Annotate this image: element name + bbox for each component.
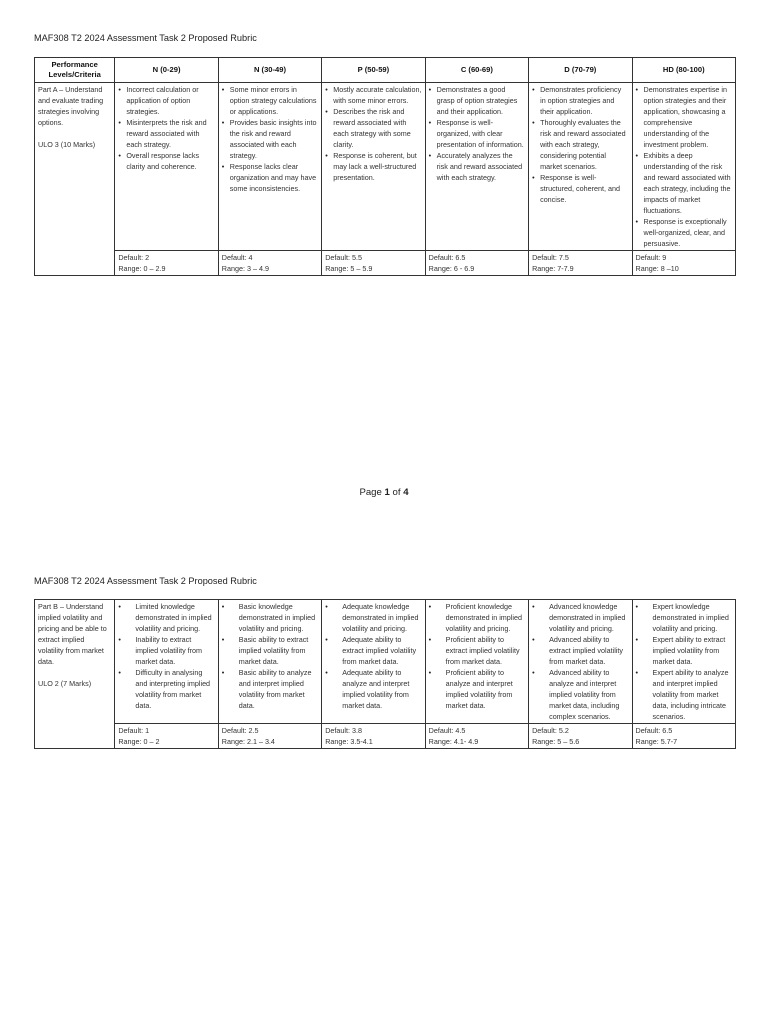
descriptor-item: • Advanced ability to extract implied volatility from market data.	[532, 634, 628, 667]
level-cell	[322, 600, 425, 724]
descriptor-item: • Basic ability to extract implied volatility from market data.	[222, 634, 318, 667]
descriptor-item: • Limited knowledge demonstrated in implied volatility and pricing.	[118, 601, 214, 634]
descriptor-item: • Exhibits a deep understanding of the risk and reward associated with each strategy, including the impacts of market fluctuations.	[636, 150, 732, 216]
criterion-title: Part B – Understand implied volatility and pricing and be able to extract implied volatility from market data.	[38, 602, 107, 666]
header-row	[35, 58, 736, 83]
level-cell	[425, 600, 528, 724]
page-header-title: MAF308 T2 2024 Assessment Task 2 Proposed Rubric	[34, 576, 257, 586]
descriptor-item: • Response is well-structured, coherent, and concise.	[532, 172, 628, 205]
page-current: 1	[384, 487, 390, 498]
level-header: HD (80-100)	[632, 58, 735, 83]
descriptor-item: • Demonstrates expertise in option strategies and their application, showcasing a comprehensive understanding of the investment problem.	[636, 84, 732, 150]
default-score: Default: 4.5	[428, 726, 466, 735]
score-row	[35, 724, 736, 749]
criterion-cell	[35, 83, 115, 276]
descriptor-item: • Demonstrates a good grasp of option strategies and their application.	[429, 84, 525, 117]
level-cell	[218, 600, 321, 724]
level-header: C (60-69)	[425, 58, 528, 83]
score-range: Range: 8 –10	[635, 264, 679, 273]
level-header: P (50-59)	[322, 58, 425, 83]
score-range: Range: 5 – 5.6	[532, 737, 580, 746]
level-cell	[529, 83, 632, 251]
page-prefix: Page	[359, 487, 385, 498]
page-sep: of	[389, 487, 404, 498]
score-range: Range: 0 – 2	[118, 737, 160, 746]
default-score: Default: 5.2	[532, 726, 569, 735]
score-row	[35, 251, 736, 276]
criteria-header: Performance Levels/Criteria	[35, 58, 115, 83]
score-cell	[632, 251, 735, 276]
score-cell	[218, 251, 321, 276]
level-cell	[322, 83, 425, 251]
descriptor-item: • Advanced knowledge demonstrated in implied volatility and pricing.	[532, 601, 628, 634]
default-score: Default: 2.5	[221, 726, 259, 735]
descriptor-item: • Proficient ability to extract implied volatility from market data.	[429, 634, 525, 667]
criterion-title: Part A – Understand and evaluate trading strategies involving options.	[38, 85, 104, 127]
descriptor-item: • Adequate ability to analyze and interpret implied volatility from market data.	[325, 667, 421, 711]
ulo-label: ULO 3 (10 Marks)	[38, 140, 96, 149]
default-score: Default: 5.5	[325, 253, 362, 262]
level-cell	[425, 83, 528, 251]
descriptor-item: • Accurately analyzes the risk and reward associated with each strategy.	[429, 150, 525, 183]
descriptor-item: • Adequate ability to extract implied volatility from market data.	[325, 634, 421, 667]
ulo-label: ULO 2 (7 Marks)	[38, 679, 92, 688]
level-cell	[218, 83, 321, 251]
descriptor-item: • Thoroughly evaluates the risk and reward associated with each strategy, considering potential market scenarios.	[532, 117, 628, 172]
descriptor-item: • Basic knowledge demonstrated in implied volatility and pricing.	[222, 601, 318, 634]
default-score: Default: 6.5	[428, 253, 466, 262]
default-score: Default: 4	[221, 253, 253, 262]
criteria-row	[35, 83, 736, 251]
descriptor-item: • Proficient ability to analyze and interpret implied volatility from market data.	[429, 667, 525, 711]
score-cell	[322, 724, 425, 749]
level-cell	[529, 600, 632, 724]
level-cell	[115, 600, 218, 724]
descriptor-item: • Expert ability to analyze and interpret implied volatility from market data, including intricate scenarios.	[636, 667, 732, 722]
score-cell	[425, 724, 528, 749]
descriptor-item: • Inability to extract implied volatility from market data.	[118, 634, 214, 667]
score-cell	[115, 724, 218, 749]
descriptor-item: • Proficient knowledge demonstrated in implied volatility and pricing.	[429, 601, 525, 634]
descriptor-item: • Provides basic insights into the risk and reward associated with each strategy.	[222, 117, 318, 161]
descriptor-item: • Overall response lacks clarity and coherence.	[118, 150, 214, 172]
descriptor-item: • Expert ability to extract implied volatility from market data.	[636, 634, 732, 667]
criteria-row	[35, 600, 736, 724]
descriptor-item: • Describes the risk and reward associated with each strategy with some clarity.	[325, 106, 421, 150]
level-cell	[632, 83, 735, 251]
descriptor-item: • Response is well-organized, with clear presentation of information.	[429, 117, 525, 150]
rubric-table-part-a	[34, 57, 736, 276]
descriptor-item: • Response is exceptionally well-organized, clear, and persuasive.	[636, 216, 732, 249]
score-range: Range: 3.5-4.1	[325, 737, 373, 746]
default-score: Default: 1	[118, 726, 150, 735]
score-range: Range: 5 – 5.9	[325, 264, 373, 273]
page-total: 4	[403, 487, 409, 498]
descriptor-item: • Demonstrates proficiency in option strategies and their application.	[532, 84, 628, 117]
score-range: Range: 6 - 6.9	[428, 264, 475, 273]
score-cell	[529, 724, 632, 749]
score-cell	[425, 251, 528, 276]
criterion-cell	[35, 600, 115, 749]
default-score: Default: 6.5	[635, 726, 673, 735]
score-cell	[115, 251, 218, 276]
level-cell	[632, 600, 735, 724]
page-number	[0, 487, 768, 498]
default-score: Default: 2	[118, 253, 150, 262]
score-range: Range: 5.7-7	[635, 737, 678, 746]
rubric-table-part-b	[34, 599, 736, 749]
descriptor-item: • Adequate knowledge demonstrated in implied volatility and pricing.	[325, 601, 421, 634]
descriptor-item: • Mostly accurate calculation, with some minor errors.	[325, 84, 421, 106]
score-cell	[529, 251, 632, 276]
score-range: Range: 0 – 2.9	[118, 264, 166, 273]
descriptor-item: • Incorrect calculation or application of option strategies.	[118, 84, 214, 117]
descriptor-item: • Response lacks clear organization and may have some inconsistencies.	[222, 161, 318, 194]
score-cell	[218, 724, 321, 749]
score-range: Range: 7-7.9	[532, 264, 574, 273]
score-cell	[322, 251, 425, 276]
score-range: Range: 2.1 – 3.4	[221, 737, 275, 746]
level-header: N (30-49)	[218, 58, 321, 83]
default-score: Default: 9	[635, 253, 667, 262]
level-cell	[115, 83, 218, 251]
descriptor-item: • Advanced ability to analyze and interpret implied volatility from market data, including complex scenarios.	[532, 667, 628, 722]
descriptor-item: • Basic ability to analyze and interpret implied volatility from market data.	[222, 667, 318, 711]
page-header-title: MAF308 T2 2024 Assessment Task 2 Proposed Rubric	[34, 33, 257, 43]
level-header: D (70-79)	[529, 58, 632, 83]
score-cell	[632, 724, 735, 749]
descriptor-item: • Misinterprets the risk and reward associated with each strategy.	[118, 117, 214, 150]
descriptor-item: • Some minor errors in option strategy calculations or applications.	[222, 84, 318, 117]
default-score: Default: 3.8	[325, 726, 362, 735]
default-score: Default: 7.5	[532, 253, 569, 262]
descriptor-item: • Difficulty in analysing and interpreting implied volatility from market data.	[118, 667, 214, 711]
score-range: Range: 4.1- 4.9	[428, 737, 479, 746]
score-range: Range: 3 – 4.9	[221, 264, 269, 273]
descriptor-item: • Response is coherent, but may lack a well-structured presentation.	[325, 150, 421, 183]
descriptor-item: • Expert knowledge demonstrated in implied volatility and pricing.	[636, 601, 732, 634]
level-header: N (0-29)	[115, 58, 218, 83]
